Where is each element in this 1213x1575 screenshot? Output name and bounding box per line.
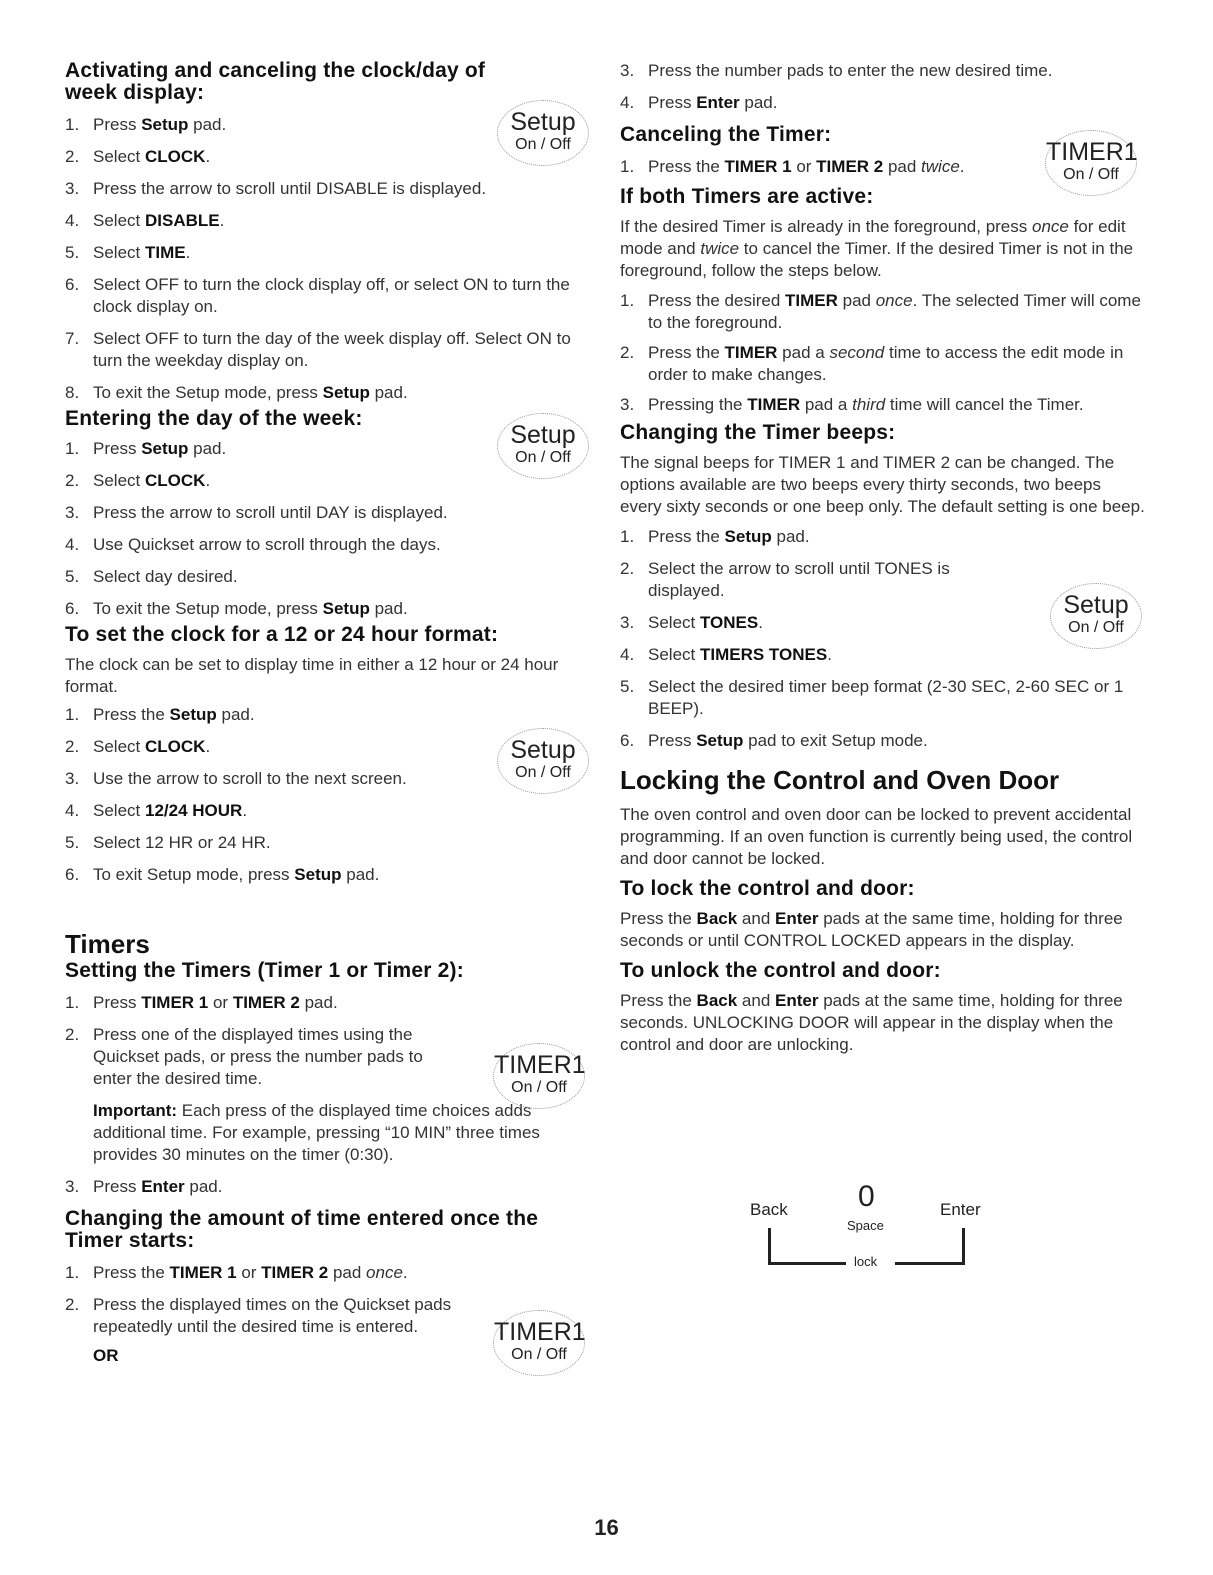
zero-key-label: 0 (858, 1180, 875, 1213)
list-item: 3. Use the arrow to scroll to the next screen. (65, 769, 407, 788)
locking-intro: The oven control and oven door can be locked to prevent accidental programming. If an oven function is currently being used, the control and door cannot be locked. (620, 805, 1133, 868)
list-item: 1. Press Setup pad. (65, 439, 227, 458)
list-item: 3. Select TONES. (620, 613, 763, 632)
or-label: OR (93, 1346, 119, 1365)
list-item: 1. Press TIMER 1 or TIMER 2 pad. (65, 993, 338, 1012)
bracket-right-vertical (962, 1228, 965, 1265)
bracket-left-horizontal (768, 1262, 846, 1265)
important-note: Important: Each press of the displayed time choices adds additional time. For example, pressing “10 MIN” three times provides 30 minutes on the timer (0:30). (93, 1101, 540, 1164)
list-item: 2. Press one of the displayed times using the Quickset pads, or press the number pads to enter the desired time. (65, 1025, 423, 1088)
setup-button-illustration: Setup On / Off (497, 100, 589, 166)
list-item: 3. Press the number pads to enter the new desired time. (620, 61, 1053, 80)
list-item: 1. Press the TIMER 1 or TIMER 2 pad twice. (620, 157, 965, 176)
setup-button-illustration: Setup On / Off (1050, 583, 1142, 649)
lock-label: lock (854, 1254, 878, 1269)
list-item: 8. To exit the Setup mode, press Setup pad. (65, 383, 408, 402)
list-item: 6. Select OFF to turn the clock display off, or select ON to turn the clock display on. (65, 275, 570, 316)
timer-button-illustration: TIMER1 On / Off (1045, 130, 1137, 196)
list-item: 3. Press the arrow to scroll until DISABLE is displayed. (65, 179, 487, 198)
list-item: 1. Press the desired TIMER pad once. The selected Timer will come to the foreground. (620, 291, 1141, 332)
heading-unlock: To unlock the control and door: (620, 959, 941, 982)
heading-timers: Timers (65, 929, 150, 959)
bracket-right-horizontal (895, 1262, 965, 1265)
both-timers-intro: If the desired Timer is already in the foreground, press once for edit mode and twice to cancel the Timer. If the desired Timer is not in the foreground, follow the steps below. (620, 217, 1134, 280)
left-column (65, 60, 590, 1366)
heading-lock: To lock the control and door: (620, 877, 915, 900)
list-item: 4. Press Enter pad. (620, 93, 778, 112)
beeps-intro: The signal beeps for TIMER 1 and TIMER 2 can be changed. The options available are two beeps every thirty seconds, two beeps every sixty seconds or one beep only. The default setting is one beep. (620, 453, 1145, 516)
enter-key-label: Enter (940, 1200, 981, 1219)
list-item: 2. Select CLOCK. (65, 147, 211, 166)
list-item: 6. To exit the Setup mode, press Setup pad. (65, 599, 408, 618)
timer-button-illustration: TIMER1 On / Off (493, 1310, 585, 1376)
heading-day-of-week: Entering the day of the week: (65, 407, 363, 430)
list-item: 2. Select CLOCK. (65, 737, 211, 756)
setup-button-illustration: Setup On / Off (497, 413, 589, 479)
heading-changing-amount: Changing the amount of time entered once the Timer starts: (65, 1207, 539, 1252)
list-item: 1. Press Setup pad. (65, 115, 227, 134)
list-item: 5. Select the desired timer beep format (2-30 SEC, 2-60 SEC or 1 BEEP). (620, 677, 1124, 718)
list-item: 6. Press Setup pad to exit Setup mode. (620, 731, 928, 750)
list-item: 2. Press the displayed times on the Quickset pads repeatedly until the desired time is entered. (65, 1295, 452, 1336)
list-item: 7. Select OFF to turn the day of the week display off. Select ON to turn the weekday display on. (65, 329, 571, 370)
list-item: 1. Press the Setup pad. (620, 527, 810, 546)
heading-activating-clock: Activating and canceling the clock/day of week display: (65, 59, 486, 104)
bracket-left-vertical (768, 1228, 771, 1264)
heading-setting-timers: Setting the Timers (Timer 1 or Timer 2): (65, 959, 464, 982)
list-item: 3. Press the arrow to scroll until DAY is displayed. (65, 503, 448, 522)
unlock-instructions: Press the Back and Enter pads at the same time, holding for three seconds. UNLOCKING DOOR will appear in the display when the control and door are unlocking. (620, 991, 1123, 1054)
space-label: Space (847, 1218, 884, 1233)
list-item: 4. Select DISABLE. (65, 211, 225, 230)
heading-canceling-timer: Canceling the Timer: (620, 123, 832, 146)
timer-button-illustration: TIMER1 On / Off (493, 1043, 585, 1109)
lock-instructions: Press the Back and Enter pads at the same time, holding for three seconds or until CONTROL LOCKED appears in the display. (620, 909, 1123, 950)
list-item: 2. Select CLOCK. (65, 471, 211, 490)
back-key-label: Back (750, 1200, 788, 1219)
page-number: 16 (594, 1515, 619, 1540)
heading-timer-beeps: Changing the Timer beeps: (620, 421, 896, 444)
format-steps (65, 704, 590, 886)
list-item: 2. Press the TIMER pad a second time to access the edit mode in order to make changes. (620, 343, 1124, 384)
list-item: 4. Select 12/24 HOUR. (65, 801, 248, 820)
list-item: 2. Select the arrow to scroll until TONES is displayed. (620, 559, 950, 600)
list-item: 1. Press the TIMER 1 or TIMER 2 pad once. (65, 1263, 408, 1282)
right-column (620, 60, 1145, 1056)
heading-locking: Locking the Control and Oven Door (620, 765, 1060, 795)
lock-keypad-diagram (750, 1180, 980, 1280)
list-item: 6. To exit Setup mode, press Setup pad. (65, 865, 380, 884)
setup-button-illustration: Setup On / Off (497, 728, 589, 794)
list-item: 4. Select TIMERS TONES. (620, 645, 832, 664)
list-item: 3. Press Enter pad. (65, 1177, 223, 1196)
format-intro: The clock can be set to display time in either a 12 hour or 24 hour format. (65, 655, 559, 696)
list-item: 4. Use Quickset arrow to scroll through the days. (65, 535, 441, 554)
list-item: 5. Select day desired. (65, 567, 238, 586)
list-item: 3. Pressing the TIMER pad a third time will cancel the Timer. (620, 395, 1084, 414)
list-item: 5. Select TIME. (65, 243, 191, 262)
heading-12-24-format: To set the clock for a 12 or 24 hour format: (65, 623, 499, 646)
heading-both-timers: If both Timers are active: (620, 185, 874, 208)
list-item: 1. Press the Setup pad. (65, 705, 255, 724)
list-item: 5. Select 12 HR or 24 HR. (65, 833, 271, 852)
